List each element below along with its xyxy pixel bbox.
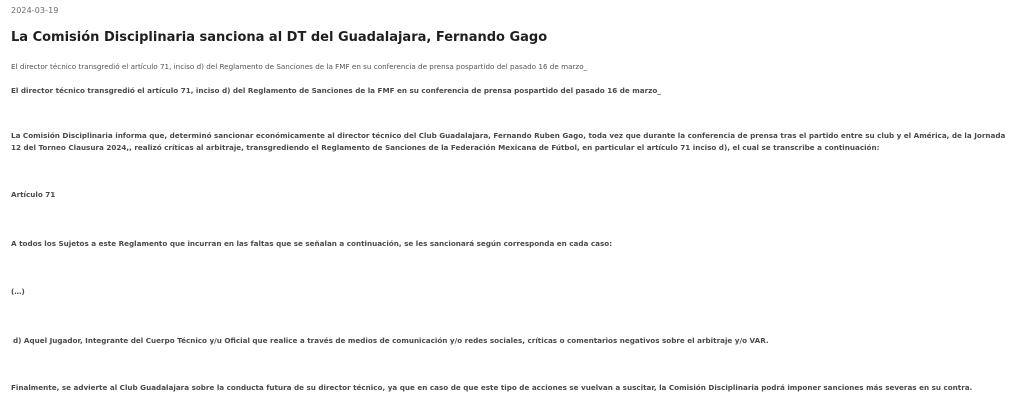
publish-date: 2024-03-19 — [11, 6, 59, 15]
final-paragraph: Finalmente, se advierte al Club Guadalajara sobre la conducta futura de su director técnico, ya que en caso de que este tipo de acciones se vuelvan a suscitar, la Comisión Disciplinaria podrá imponer sanciones más severas en su contra. — [11, 383, 973, 392]
article-71-heading: Artículo 71 — [11, 190, 56, 199]
applies-to-all-paragraph: A todos los Sujetos a este Reglamento que incurran en las faltas que se señalan a continuación, se les sancionará según corresponda en cada caso: — [11, 239, 613, 248]
ellipsis-paragraph: (…) — [11, 287, 25, 296]
article-title: La Comisión Disciplinaria sanciona al DT del Guadalajara, Fernando Gago — [11, 30, 548, 45]
article-subtitle: El director técnico transgredió el artículo 71, inciso d) del Reglamento de Sanciones de la FMF en su conferencia de prensa pospartido del pasado 16 de marzo_ — [11, 62, 588, 71]
article-main-paragraph: La Comisión Disciplinaria informa que, determinó sancionar económicamente al director técnico del Club Guadalajara, Fernando Ruben Gago, toda vez que durante la conferencia de prensa tras el partido entre su club y el América, de la Jornada 12 del Torneo Clausura 2024,, realizó críticas al arbitraje, transgrediendo el Reglamento de Sanciones de la Federación Mexicana de Fútbol, en particular el artículo 71 inciso d), el cual se transcribe a continuación: — [11, 131, 1006, 152]
article-bold-subtitle: El director técnico transgredió el artículo 71, inciso d) del Reglamento de Sanciones de la FMF en su conferencia de prensa pospartido del pasado 16 de marzo_ — [11, 86, 661, 95]
clause-d-paragraph: d) Aquel Jugador, Integrante del Cuerpo Técnico y/u Oficial que realice a través de medios de comunicación y/o redes sociales, críticas o comentarios negativos sobre el arbitraje y/o VAR. — [13, 336, 769, 345]
